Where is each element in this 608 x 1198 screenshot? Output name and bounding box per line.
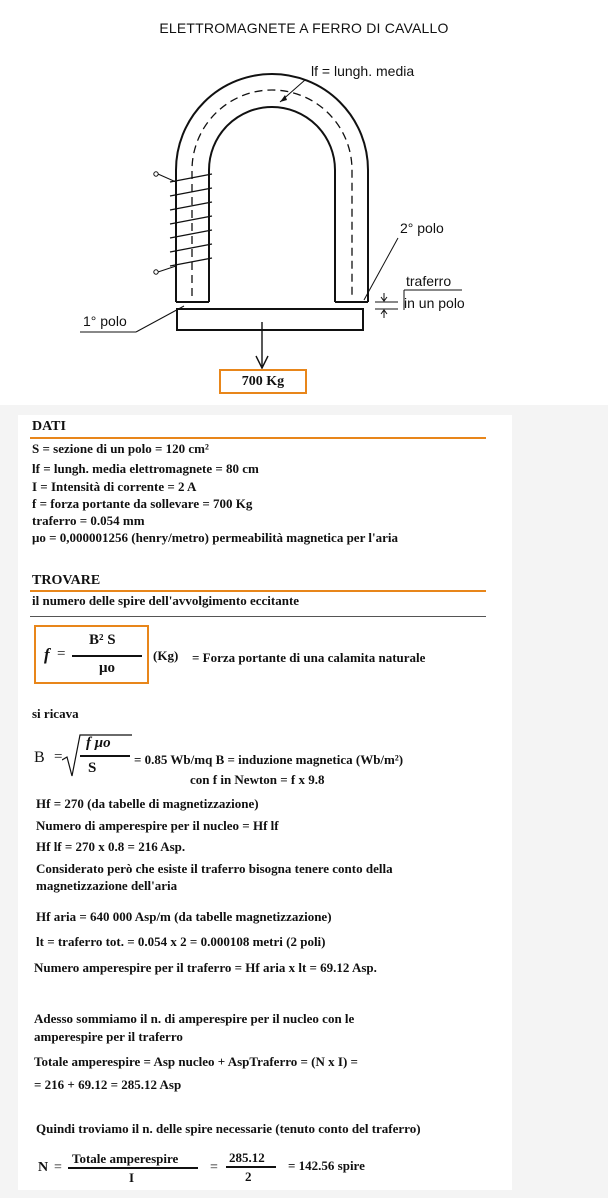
lf-label: lf = lungh. media bbox=[311, 63, 415, 79]
pole1-label: 1° polo bbox=[83, 313, 127, 329]
formula3-denominator2: 2 bbox=[245, 1169, 252, 1184]
formula1-fraction-bar bbox=[72, 655, 142, 657]
formula3-denominator1: I bbox=[129, 1170, 135, 1185]
calc-sum-line1: Adesso sommiamo il n. di amperespire per il nucleo con le bbox=[34, 1011, 355, 1026]
dati-line-length: lf = lungh. media elettromagnete = 80 cm bbox=[32, 461, 259, 476]
trovare-divider bbox=[30, 590, 486, 592]
dati-divider bbox=[30, 437, 486, 439]
pole2-label: 2° polo bbox=[400, 220, 444, 236]
formula3-result: = 142.56 spire bbox=[288, 1158, 365, 1173]
trovare-underline bbox=[30, 616, 486, 617]
dati-line-force: f = forza portante da sollevare = 700 Kg bbox=[32, 496, 253, 511]
formula2-numerator: f μo bbox=[86, 735, 111, 751]
load-weight-box: 700 Kg bbox=[219, 369, 307, 394]
coil-terminal-bottom bbox=[154, 270, 158, 274]
calc-nucleus-asp-value: Hf lf = 270 x 0.8 = 216 Asp. bbox=[36, 839, 186, 854]
horseshoe-magnet-diagram bbox=[0, 0, 608, 405]
coil-lead-top bbox=[158, 174, 176, 182]
trovare-line: il numero delle spire dell'avvolgimento eccitante bbox=[32, 593, 300, 608]
formula3-equals: = bbox=[54, 1160, 62, 1175]
si-ricava-text: si ricava bbox=[32, 706, 79, 721]
calc-sum-line2: amperespire per il traferro bbox=[34, 1029, 183, 1044]
formula2-equals: = bbox=[54, 749, 63, 765]
magnet-outer-outline bbox=[176, 74, 368, 302]
formula3-numerator2: 285.12 bbox=[229, 1150, 265, 1165]
calc-hf-line: Hf = 270 (da tabelle di magnetizzazione) bbox=[36, 796, 259, 811]
magnet-inner-outline bbox=[209, 107, 335, 302]
calc-nucleus-asp-label: Numero di amperespire per il nucleo = Hf lf bbox=[36, 818, 279, 833]
gap-arrow-down bbox=[381, 293, 387, 301]
formula3-lhs: N bbox=[38, 1160, 49, 1175]
calc-total-line: Totale amperespire = Asp nucleo + AspTraferro = (N x I) = bbox=[34, 1054, 358, 1069]
calc-lt-line: lt = traferro tot. = 0.054 x 2 = 0.000108 metri (2 poli) bbox=[36, 934, 326, 949]
trovare-heading: TROVARE bbox=[32, 573, 101, 588]
page-title: ELETTROMAGNETE A FERRO DI CAVALLO bbox=[159, 20, 449, 36]
calc-total-value: = 216 + 69.12 = 285.12 Asp bbox=[34, 1077, 182, 1092]
formula1-unit: (Kg) bbox=[153, 648, 179, 663]
calc-hf-air-line: Hf aria = 640 000 Asp/m (da tabelle magnetizzazione) bbox=[36, 909, 332, 924]
dati-line-permeability: μo = 0,000001256 (henry/metro) permeabilità magnetica per l'aria bbox=[32, 530, 398, 545]
coil-terminal-top bbox=[154, 172, 158, 176]
gap-label-line2: in un polo bbox=[404, 295, 465, 311]
lf-leader-arrow bbox=[280, 95, 287, 102]
formula3-equals2: = bbox=[210, 1160, 218, 1175]
coil-lead-bottom bbox=[158, 266, 176, 272]
armature-bar bbox=[177, 309, 363, 330]
formula1-lhs: f bbox=[44, 645, 50, 664]
calc-gap-asp-line: Numero amperespire per il traferro = Hf aria x lt = 69.12 Asp. bbox=[34, 960, 377, 975]
formula3-fraction-bar2 bbox=[226, 1166, 276, 1168]
formula3-numerator1: Totale amperespire bbox=[72, 1151, 179, 1166]
formula1-numerator: B² S bbox=[89, 632, 116, 648]
formula1-equals: = bbox=[57, 646, 66, 662]
formula3-fraction-bar1 bbox=[68, 1167, 198, 1169]
gap-arrow-up bbox=[381, 310, 387, 318]
formula1-denominator: μo bbox=[99, 660, 116, 676]
calc-gap-note-line1: Considerato però che esiste il traferro bisogna tenere conto della bbox=[36, 861, 393, 876]
formula1-description: = Forza portante di una calamita naturale bbox=[192, 650, 426, 665]
dati-heading: DATI bbox=[32, 419, 66, 434]
formula2-lhs: B bbox=[34, 749, 45, 766]
formula2-newton-line: con f in Newton = f x 9.8 bbox=[190, 772, 325, 787]
pole2-leader-line bbox=[364, 238, 398, 300]
dati-line-section: S = sezione di un polo = 120 cm² bbox=[32, 441, 209, 456]
formula2-result: = 0.85 Wb/mq B = induzione magnetica (Wb/m²) bbox=[134, 752, 404, 767]
calc-gap-note-line2: magnetizzazione dell'aria bbox=[36, 878, 178, 893]
mean-length-dashed-path bbox=[192, 90, 352, 296]
formula2-denominator: S bbox=[88, 760, 97, 776]
formula2-fraction-bar bbox=[80, 755, 130, 757]
calc-final-intro: Quindi troviamo il n. delle spire necessarie (tenuto conto del traferro) bbox=[36, 1121, 421, 1136]
gap-label-line1: traferro bbox=[406, 273, 452, 289]
dati-line-gap: traferro = 0.054 mm bbox=[32, 513, 145, 528]
dati-line-current: I = Intensità di corrente = 2 A bbox=[32, 479, 197, 494]
